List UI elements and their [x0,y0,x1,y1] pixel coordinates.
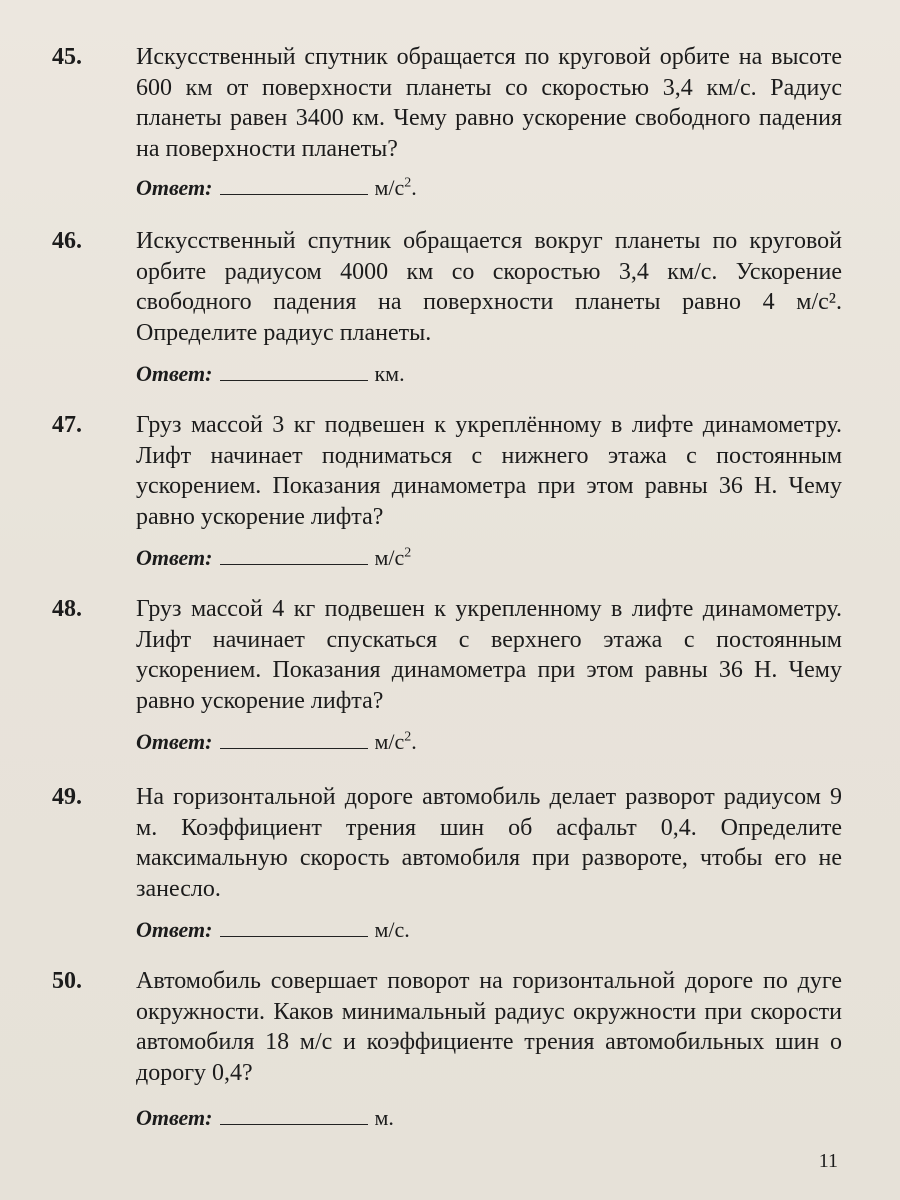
problem-number: 48. [52,596,82,622]
problem-text: Груз массой 3 кг подвешен к укреплённому в лифте динамометру. Лифт начинает подниматься с нижнего этажа с постоянным ускорением. Показания динамометра при этом равны 36 Н. Чему равно ускорение лифта? [136,412,842,530]
answer-unit: км. [374,361,405,386]
answer-label: Ответ: [136,175,213,200]
problem-number: 46. [52,228,82,254]
answer-blank[interactable] [220,728,368,749]
answer-label: Ответ: [136,729,213,754]
page-number: 11 [818,1150,838,1172]
answer-label: Ответ: [136,361,213,386]
problem-text: Искусственный спутник обращается по круговой орбите на высоте 600 км от поверхности планеты со скоростью 3,4 км/с. Радиус планеты равен 3400 км. Чему равно ускорение свободного падения на поверхности планеты? [136,44,842,162]
problem-number: 45. [52,44,82,70]
problem-number: 49. [52,784,82,810]
problem-number: 47. [52,412,82,438]
problem-number: 50. [52,968,82,994]
answer-line [136,1104,394,1132]
answer-line [136,360,405,388]
answer-label: Ответ: [136,545,213,570]
answer-unit-exponent: 2 [404,545,412,561]
answer-blank[interactable] [220,916,368,937]
answer-blank[interactable] [220,544,368,565]
answer-unit: м/с [374,175,405,200]
answer-blank[interactable] [220,174,368,195]
answer-label: Ответ: [136,1105,213,1130]
problem-text: Груз массой 4 кг подвешен к укрепленному в лифте динамометру. Лифт начинает спускаться с верхнего этажа с постоянным ускорением. Показания динамометра при этом равны 36 Н. Чему равно ускорение лифта? [136,596,842,714]
answer-unit-tail: . [411,175,417,200]
answer-unit-exponent: 2 [404,729,412,745]
problem-text: Автомобиль совершает поворот на горизонтальной дороге по дуге окружности. Каков минимальный радиус окружности при скорости автомобиля 18 м/с и коэффициенте трения автомобильных шин о дорогу 0,4? [136,968,842,1086]
answer-unit: м/с [374,729,405,754]
answer-line [136,174,417,202]
answer-line [136,916,410,944]
answer-blank[interactable] [220,360,368,381]
answer-unit: м. [374,1105,394,1130]
answer-blank[interactable] [220,1104,368,1125]
answer-label: Ответ: [136,917,213,942]
answer-unit: м/с. [374,917,410,942]
answer-unit-tail: . [411,729,417,754]
answer-unit: м/с [374,545,405,570]
answer-line [136,728,417,756]
problem-text: На горизонтальной дороге автомобиль делает разворот радиусом 9 м. Коэффициент трения шин об асфальт 0,4. Определите максимальную скорость автомобиля при развороте, чтобы его не занесло. [136,784,842,902]
answer-line [136,544,411,572]
answer-unit-exponent: 2 [404,175,412,191]
problem-text: Искусственный спутник обращается вокруг планеты по круговой орбите радиусом 4000 км со скоростью 3,4 км/с. Ускорение свободного падения на поверхности планеты равно 4 м/с². Определите радиус планеты. [136,228,842,346]
